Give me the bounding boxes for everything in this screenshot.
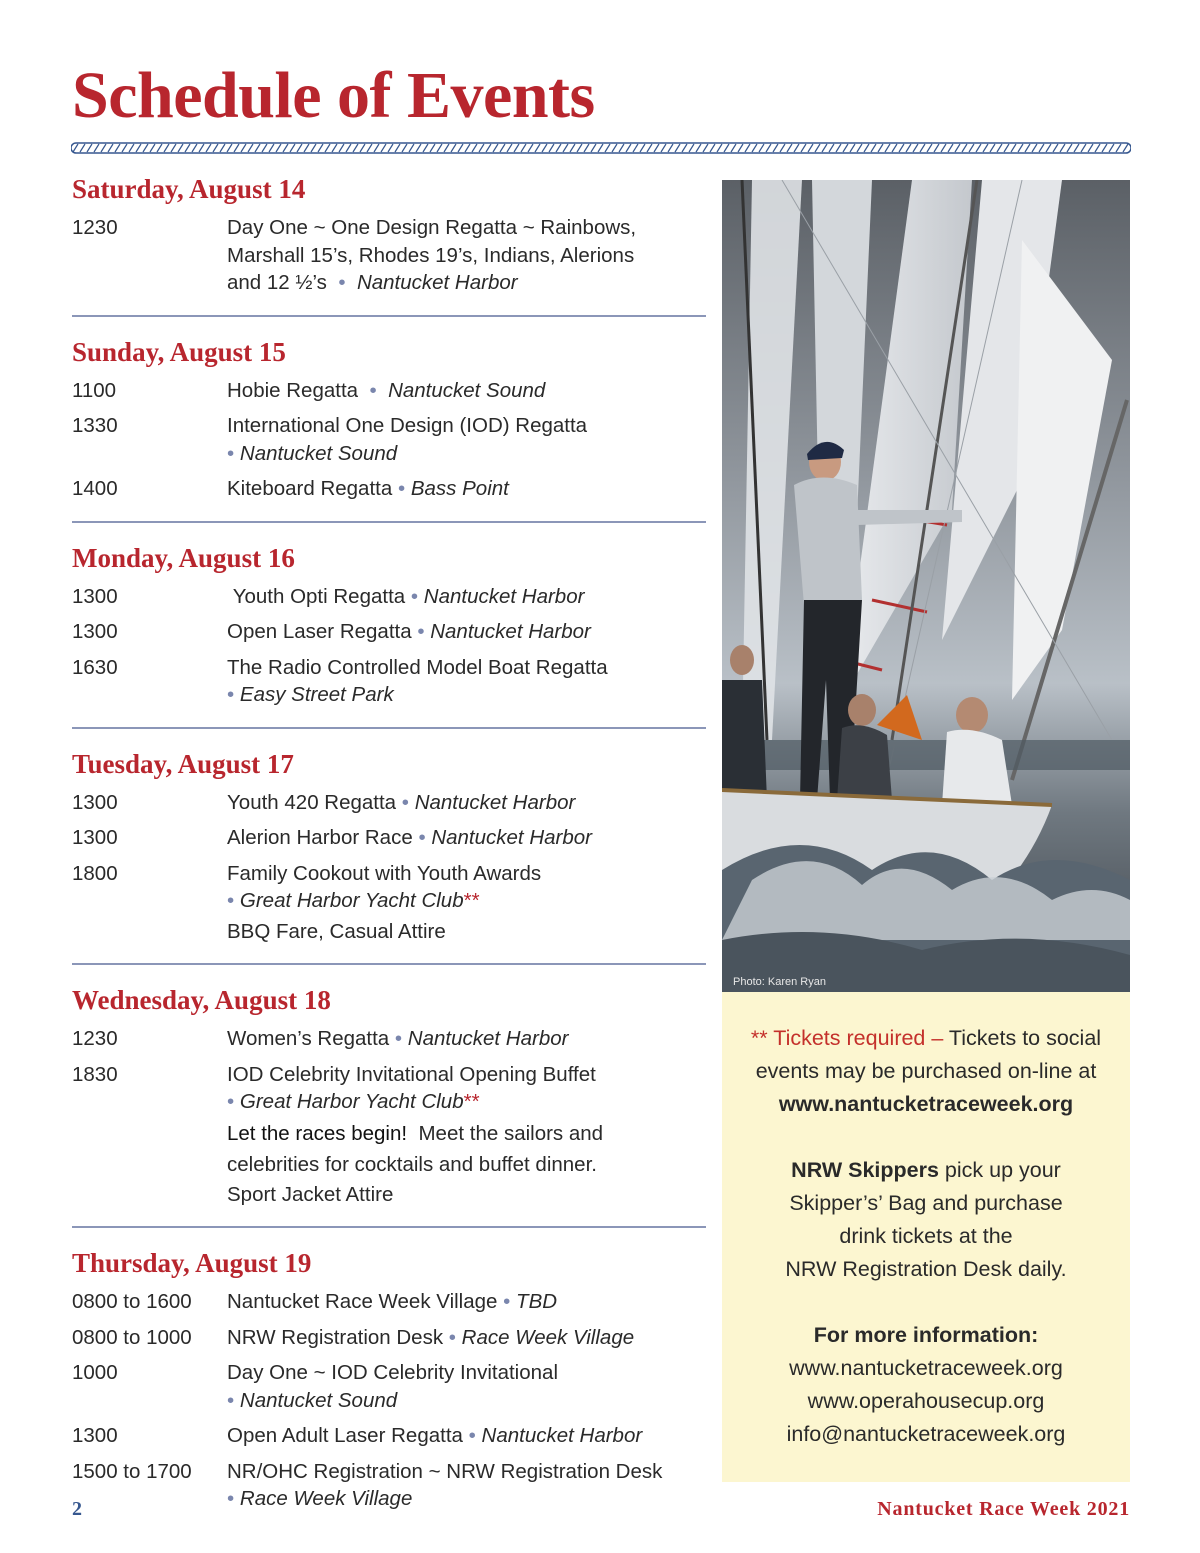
publication-title: Nantucket Race Week 2021: [877, 1498, 1130, 1520]
event-location: Nantucket Sound: [239, 441, 398, 465]
event-row: [72, 789, 706, 817]
event-note-text: Meet the sailors and celebrities for cocktails and buffet dinner.: [227, 1121, 604, 1176]
bullet-icon: •: [448, 1325, 456, 1349]
day-saturday: [72, 170, 706, 317]
event-title: IOD Celebrity Invitational Opening Buffet: [227, 1062, 596, 1086]
event-description: [227, 1359, 706, 1414]
day-thursday: [72, 1244, 706, 1531]
event-title: Open Adult Laser Regatta: [227, 1424, 463, 1447]
event-description: [227, 824, 706, 852]
event-location: Nantucket Harbor: [423, 584, 585, 608]
event-title: Family Cookout with Youth Awards: [227, 861, 542, 885]
tickets-text: Tickets to social events may be purchased on-line at: [755, 1026, 1102, 1083]
event-location: Bass Point: [410, 477, 509, 500]
day-heading: Sunday, August 15: [72, 336, 286, 367]
event-time: 0800 to 1000: [72, 1325, 192, 1349]
event-row: [72, 377, 706, 405]
day-monday: [72, 539, 706, 729]
event-title: The Radio Controlled Model Boat Regatta: [227, 655, 608, 679]
email-link[interactable]: info@nantucketraceweek.org: [786, 1422, 1066, 1446]
event-description: [227, 1458, 706, 1513]
bullet-icon: •: [418, 826, 426, 849]
event-description: [227, 1422, 706, 1450]
bullet-icon: •: [417, 620, 425, 643]
event-description: [227, 475, 706, 503]
event-title: Nantucket Race Week Village: [227, 1290, 498, 1313]
bullet-icon: •: [227, 1487, 235, 1510]
tickets-url-link[interactable]: www.nantucketraceweek.org: [778, 1092, 1074, 1116]
event-description: [227, 583, 706, 611]
event-location: Nantucket Harbor: [356, 271, 518, 294]
event-time: 1100: [72, 378, 117, 402]
event-time: 1230: [72, 1027, 118, 1050]
event-description: [227, 214, 706, 297]
event-description: [227, 1324, 706, 1352]
bullet-icon: •: [227, 441, 235, 465]
event-row: [72, 860, 706, 946]
event-time: 1500 to 1700: [72, 1459, 192, 1483]
event-time: 0800 to 1600: [72, 1290, 192, 1313]
bullet-icon: •: [503, 1290, 511, 1313]
event-row: [72, 1061, 706, 1209]
bullet-icon: •: [394, 1027, 403, 1050]
event-attire: Sport Jacket Attire: [227, 1182, 394, 1206]
event-row: [72, 618, 706, 646]
event-row: [72, 475, 706, 503]
bullet-icon: •: [227, 1090, 235, 1113]
skippers-text: Skipper’s’ Bag and purchase: [789, 1191, 1063, 1215]
event-note: [227, 1118, 706, 1181]
event-row: [72, 654, 706, 709]
more-info: [722, 1319, 1130, 1451]
event-location: TBD: [516, 1290, 558, 1313]
photo-credit: Photo: Karen Ryan: [733, 976, 826, 988]
bullet-icon: •: [227, 1388, 235, 1412]
event-description: [227, 654, 706, 709]
event-description: [227, 377, 706, 405]
event-location: Great Harbor Yacht Club: [239, 1090, 464, 1113]
event-time: 1300: [72, 620, 118, 643]
bullet-icon: •: [397, 477, 406, 500]
event-note-lead: Let the races begin!: [227, 1121, 408, 1145]
event-location: Nantucket Harbor: [481, 1424, 643, 1447]
event-time: 1300: [72, 1424, 118, 1447]
opera-house-cup-link[interactable]: www.operahousecup.org: [807, 1389, 1045, 1413]
event-time: 1000: [72, 1361, 118, 1384]
event-location: Nantucket Harbor: [407, 1027, 569, 1050]
bullet-icon: •: [227, 889, 235, 912]
bullet-icon: •: [468, 1424, 476, 1447]
event-time: 1330: [72, 414, 118, 437]
skippers-text: NRW Registration Desk daily.: [785, 1257, 1067, 1281]
event-description: [227, 1025, 706, 1053]
event-row: [72, 412, 706, 467]
event-row: [72, 1422, 706, 1450]
event-row: [72, 583, 706, 611]
page-number: 2: [72, 1498, 82, 1520]
event-title: NRW Registration Desk: [227, 1325, 444, 1349]
event-title: Kiteboard Regatta: [227, 477, 393, 500]
event-time: 1830: [72, 1062, 118, 1086]
day-heading: Thursday, August 19: [72, 1248, 312, 1278]
skippers-notice: [722, 1154, 1130, 1286]
day-heading: Wednesday, August 18: [72, 985, 331, 1015]
event-description: [227, 1061, 706, 1209]
bullet-icon: •: [401, 790, 409, 814]
day-wednesday: [72, 981, 706, 1228]
event-row: [72, 824, 706, 852]
event-title: Youth Opti Regatta: [232, 584, 406, 608]
event-title: Women’s Regatta: [227, 1027, 390, 1050]
event-title: Alerion Harbor Race: [227, 826, 413, 849]
event-time: 1400: [72, 477, 118, 500]
event-location: Easy Street Park: [239, 683, 394, 706]
bullet-icon: •: [410, 584, 419, 608]
page-title: Schedule of Events: [72, 59, 595, 132]
tickets-required-marker: **: [463, 889, 480, 912]
schedule: [72, 170, 706, 1547]
event-description: [227, 412, 706, 467]
event-description: [227, 860, 706, 946]
skippers-text: drink tickets at the: [839, 1224, 1013, 1248]
event-row: [72, 214, 706, 297]
day-tuesday: [72, 745, 706, 966]
day-heading: Tuesday, August 17: [72, 748, 294, 779]
event-title: Youth 420 Regatta: [227, 790, 397, 814]
bullet-icon: •: [338, 271, 346, 294]
event-location: Nantucket Harbor: [430, 620, 591, 643]
event-time: 1300: [72, 826, 118, 849]
event-location: Race Week Village: [239, 1487, 413, 1510]
day-sunday: [72, 333, 706, 523]
event-title: NR/OHC Registration ~ NRW Registration Desk: [227, 1459, 663, 1483]
event-location: Nantucket Harbor: [414, 790, 576, 814]
event-row: [72, 1025, 706, 1053]
rope-divider: [71, 140, 1131, 156]
event-description: [227, 789, 706, 817]
event-location: Nantucket Harbor: [431, 826, 592, 849]
event-time: 1300: [72, 790, 118, 814]
bullet-icon: •: [369, 378, 377, 402]
info-panel: [722, 992, 1130, 1482]
event-title: Day One ~ One Design Regatta ~ Rainbows, Marshall 15’s, Rhodes 19’s, Indians, Alerions and 12 ½’s: [227, 216, 637, 294]
event-time: 1800: [72, 861, 118, 885]
event-row: [72, 1324, 706, 1352]
event-note: BBQ Fare, Casual Attire: [227, 919, 446, 943]
event-location: Race Week Village: [461, 1325, 635, 1349]
event-location: Nantucket Sound: [239, 1388, 398, 1412]
event-time: 1230: [72, 216, 118, 239]
event-title: Hobie Regatta: [227, 378, 359, 402]
event-row: [72, 1458, 706, 1513]
skippers-text: pick up your: [944, 1158, 1061, 1182]
event-row: [72, 1359, 706, 1414]
event-location: Great Harbor Yacht Club: [239, 889, 464, 912]
event-row: [72, 1288, 706, 1316]
event-description: [227, 618, 706, 646]
skippers-label: NRW Skippers: [791, 1158, 939, 1182]
event-title: Day One ~ IOD Celebrity Invitational: [227, 1361, 558, 1384]
website-link[interactable]: www.nantucketraceweek.org: [789, 1356, 1063, 1380]
day-heading: Monday, August 16: [72, 542, 295, 573]
tickets-required-label: ** Tickets required –: [750, 1026, 944, 1050]
bullet-icon: •: [227, 683, 235, 706]
tickets-notice: [722, 1022, 1130, 1121]
sailing-photo: [722, 180, 1130, 992]
event-time: 1630: [72, 655, 118, 679]
event-title: International One Design (IOD) Regatta: [227, 414, 588, 437]
event-description: [227, 1288, 706, 1316]
day-heading: Saturday, August 14: [72, 174, 306, 204]
tickets-required-marker: **: [463, 1090, 480, 1113]
event-location: Nantucket Sound: [388, 378, 546, 402]
event-time: 1300: [72, 584, 118, 608]
event-title: Open Laser Regatta: [227, 620, 412, 643]
more-info-label: For more information:: [813, 1323, 1039, 1347]
